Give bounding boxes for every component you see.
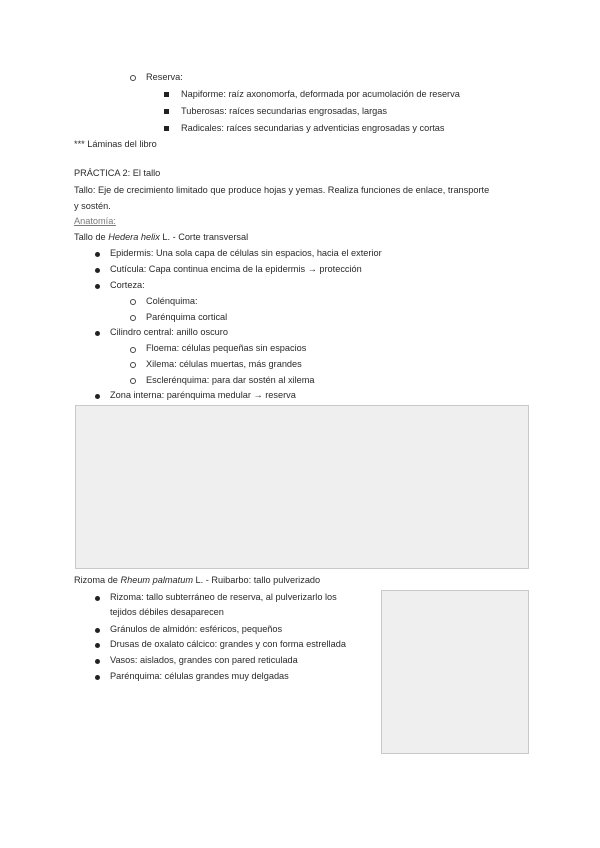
list-item: Epidermis: Una sola capa de células sin espacios, hacia el exterior	[110, 248, 382, 258]
list-bullet	[95, 596, 100, 601]
list-item: Esclerénquima: para dar sostén al xilema	[146, 375, 315, 385]
laminas-note: *** Láminas del libro	[74, 139, 157, 149]
list-item: Corteza:	[110, 280, 145, 290]
rheum-heading	[74, 575, 320, 586]
list-item: Napiforme: raíz axonomorfa, deformada por acumolación de reserva	[181, 89, 460, 99]
image-placeholder	[381, 590, 529, 754]
list-item: Zona interna: parénquima medular → reserva	[110, 390, 296, 400]
list-item: Colénquima:	[146, 296, 198, 306]
list-bullet	[95, 331, 100, 336]
list-item-continuation: tejidos débiles desaparecen	[110, 607, 224, 617]
list-bullet	[95, 643, 100, 648]
hedera-suffix: L. - Corte transversal	[159, 232, 249, 242]
list-item: Xilema: células muertas, más grandes	[146, 359, 302, 369]
list-item: Floema: células pequeñas sin espacios	[146, 343, 307, 353]
list-bullet	[130, 362, 136, 368]
list-bullet	[95, 284, 100, 289]
image-placeholder	[75, 405, 529, 569]
section-title: PRÁCTICA 2: El tallo	[74, 168, 161, 178]
rheum-prefix: Rizoma de	[74, 575, 121, 585]
list-bullet	[130, 347, 136, 353]
list-bullet	[95, 628, 100, 633]
hedera-species: Hedera helix	[108, 232, 160, 242]
list-bullet	[164, 109, 169, 114]
list-bullet	[95, 394, 100, 399]
list-item: Cutícula: Capa continua encima de la epidermis → protección	[110, 264, 362, 274]
list-bullet	[164, 126, 169, 131]
list-bullet	[130, 315, 136, 321]
hedera-heading	[74, 232, 248, 243]
list-bullet	[95, 675, 100, 680]
list-item: Tuberosas: raíces secundarias engrosadas, largas	[181, 106, 387, 116]
list-bullet	[95, 252, 100, 257]
list-item: Vasos: aislados, grandes con pared reticulada	[110, 655, 298, 665]
list-item: Parénquima cortical	[146, 312, 228, 322]
list-bullet	[95, 268, 100, 273]
reserva-label: Reserva:	[146, 72, 183, 82]
list-bullet	[130, 378, 136, 384]
list-item: Parénquima: células grandes muy delgadas	[110, 671, 289, 681]
hedera-prefix: Tallo de	[74, 232, 109, 242]
anatomia-heading: Anatomía:	[74, 216, 116, 226]
list-item: Rizoma: tallo subterráneo de reserva, al pulverizarlo los	[110, 592, 337, 602]
definition-line: y sostén.	[74, 201, 111, 211]
rheum-suffix: L. - Ruibarbo: tallo pulverizado	[192, 575, 321, 585]
list-item: Drusas de oxalato cálcico: grandes y con forma estrellada	[110, 639, 346, 649]
list-bullet	[130, 299, 136, 305]
definition-line: Tallo: Eje de crecimiento limitado que produce hojas y yemas. Realiza funciones de enlace, transporte	[74, 185, 490, 195]
list-bullet	[164, 92, 169, 97]
list-item: Radicales: raíces secundarias y adventicias engrosadas y cortas	[181, 123, 445, 133]
list-item: Cilindro central: anillo oscuro	[110, 327, 228, 337]
list-bullet	[95, 659, 100, 664]
rheum-species: Rheum palmatum	[120, 575, 193, 585]
list-item: Gránulos de almidón: esféricos, pequeños	[110, 624, 283, 634]
list-bullet	[130, 75, 136, 81]
